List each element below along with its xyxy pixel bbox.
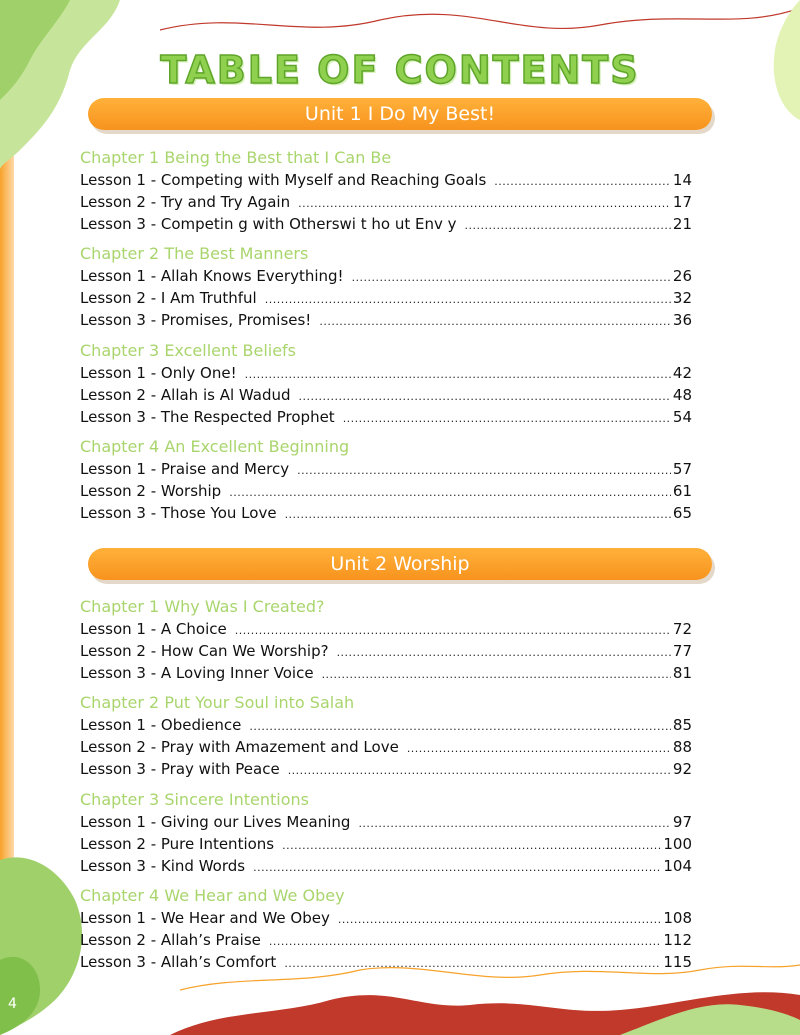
lesson-title: Lesson 1 - Allah Knows Everything! [80,267,344,285]
page-number: 77 [672,642,692,660]
page-number: 115 [663,953,692,971]
toc-entry[interactable] [80,929,692,951]
toc-entry[interactable] [80,736,692,758]
page-number: 42 [672,364,692,382]
unit-2-section [80,789,692,877]
unit-2-section [80,692,692,780]
dot-leader [288,760,671,782]
page-number: 57 [672,460,692,478]
page-number: 48 [672,386,692,404]
toc-entry[interactable] [80,811,692,833]
lesson-title: Lesson 2 - Pray with Amazement and Love [80,738,399,756]
toc-entry[interactable] [80,907,692,929]
toc-entry[interactable] [80,191,692,213]
toc-entry[interactable] [80,833,692,855]
page-number: 108 [663,909,692,927]
lesson-title: Lesson 2 - Try and Try Again [80,193,291,211]
unit-2-section [80,596,692,684]
toc-entry[interactable] [80,951,692,973]
chapter-heading: Chapter 2 Put Your Soul into Salah [80,693,355,712]
dot-leader [253,857,661,879]
page-footer-number: 4 [8,996,17,1012]
dot-leader [299,386,671,408]
chapter-heading: Chapter 1 Why Was I Created? [80,597,325,616]
lesson-title: Lesson 1 - Giving our Lives Meaning [80,813,351,831]
lesson-title: Lesson 1 - A Choice [80,620,227,638]
dot-leader [352,267,671,289]
toc-entry[interactable] [80,265,692,287]
dot-leader [298,193,671,215]
lesson-title: Lesson 1 - We Hear and We Obey [80,909,330,927]
chapter-heading: Chapter 3 Sincere Intentions [80,790,309,809]
toc-entry[interactable] [80,213,692,235]
dot-leader [245,364,671,386]
lesson-title: Lesson 3 - Competin g with Otherswi t ho ut Env y [80,215,457,233]
toc-entry[interactable] [80,287,692,309]
toc-entry[interactable] [80,502,692,524]
toc-entry[interactable] [80,758,692,780]
lesson-title: Lesson 2 - I Am Truthful [80,289,257,307]
dot-leader [229,482,671,504]
dot-leader [358,813,670,835]
chapter-heading: Chapter 3 Excellent Beliefs [80,341,297,360]
dot-leader [297,460,671,482]
toc-entry[interactable] [80,618,692,640]
dot-leader [282,835,661,857]
lesson-title: Lesson 3 - The Respected Prophet [80,408,335,426]
page-number: 112 [663,931,692,949]
toc-entry[interactable] [80,480,692,502]
chapter-heading: Chapter 4 We Hear and We Obey [80,886,345,905]
toc-entry[interactable] [80,714,692,736]
page-number: 92 [672,760,692,778]
lesson-title: Lesson 3 - Pray with Peace [80,760,280,778]
page-number: 85 [672,716,692,734]
page-number: 81 [672,664,692,682]
toc-entry[interactable] [80,855,692,877]
toc-entry[interactable] [80,640,692,662]
lesson-title: Lesson 3 - Allah’s Comfort [80,953,277,971]
unit-1-section [80,243,692,331]
page-number: 32 [672,289,692,307]
page-number: 61 [672,482,692,500]
unit-1-section [80,147,692,235]
dot-leader [269,931,661,953]
dot-leader [249,716,671,738]
toc-entry[interactable] [80,458,692,480]
dot-leader [407,738,671,760]
lesson-title: Lesson 3 - Promises, Promises! [80,311,312,329]
lesson-title: Lesson 1 - Obedience [80,716,242,734]
page-title: TABLE OF CONTENTS [160,48,640,92]
unit-2-section [80,885,692,973]
page-number: 14 [672,171,692,189]
toc-entry[interactable] [80,662,692,684]
page-number: 88 [672,738,692,756]
dot-leader [265,289,671,311]
unit-banner: Unit 1 I Do My Best! [88,98,712,130]
dot-leader [338,909,662,931]
page-number: 100 [663,835,692,853]
toc-entry[interactable] [80,169,692,191]
dot-leader [494,171,671,193]
lesson-title: Lesson 3 - Those You Love [80,504,277,522]
page-number: 104 [663,857,692,875]
lesson-title: Lesson 2 - Allah’s Praise [80,931,261,949]
lesson-title: Lesson 2 - Pure Intentions [80,835,275,853]
chapter-heading: Chapter 1 Being the Best that I Can Be [80,148,392,167]
unit-1-section [80,340,692,428]
page-number: 26 [672,267,692,285]
lesson-title: Lesson 3 - Kind Words [80,857,246,875]
page-number: 97 [672,813,692,831]
dot-leader [319,311,671,333]
dot-leader [235,620,671,642]
lesson-title: Lesson 2 - How Can We Worship? [80,642,329,660]
lesson-title: Lesson 1 - Competing with Myself and Reaching Goals [80,171,487,189]
chapter-heading: Chapter 4 An Excellent Beginning [80,437,350,456]
page-number: 17 [672,193,692,211]
lesson-title: Lesson 2 - Worship [80,482,222,500]
page-number: 65 [672,504,692,522]
page-number: 72 [672,620,692,638]
page-number: 21 [672,215,692,233]
chapter-heading: Chapter 2 The Best Manners [80,244,309,263]
dot-leader [465,215,671,237]
toc-entry[interactable] [80,384,692,406]
toc-entry[interactable] [80,309,692,331]
toc-entry[interactable] [80,362,692,384]
dot-leader [322,664,671,686]
page-number: 36 [672,311,692,329]
toc-entry[interactable] [80,406,692,428]
lesson-title: Lesson 3 - A Loving Inner Voice [80,664,314,682]
dot-leader [285,504,671,526]
lesson-title: Lesson 2 - Allah is Al Wadud [80,386,291,404]
dot-leader [343,408,671,430]
dot-leader [337,642,671,664]
unit-1-section [80,436,692,524]
page-number: 54 [672,408,692,426]
dot-leader [284,953,661,975]
lesson-title: Lesson 1 - Praise and Mercy [80,460,290,478]
unit-banner: Unit 2 Worship [88,548,712,580]
lesson-title: Lesson 1 - Only One! [80,364,237,382]
